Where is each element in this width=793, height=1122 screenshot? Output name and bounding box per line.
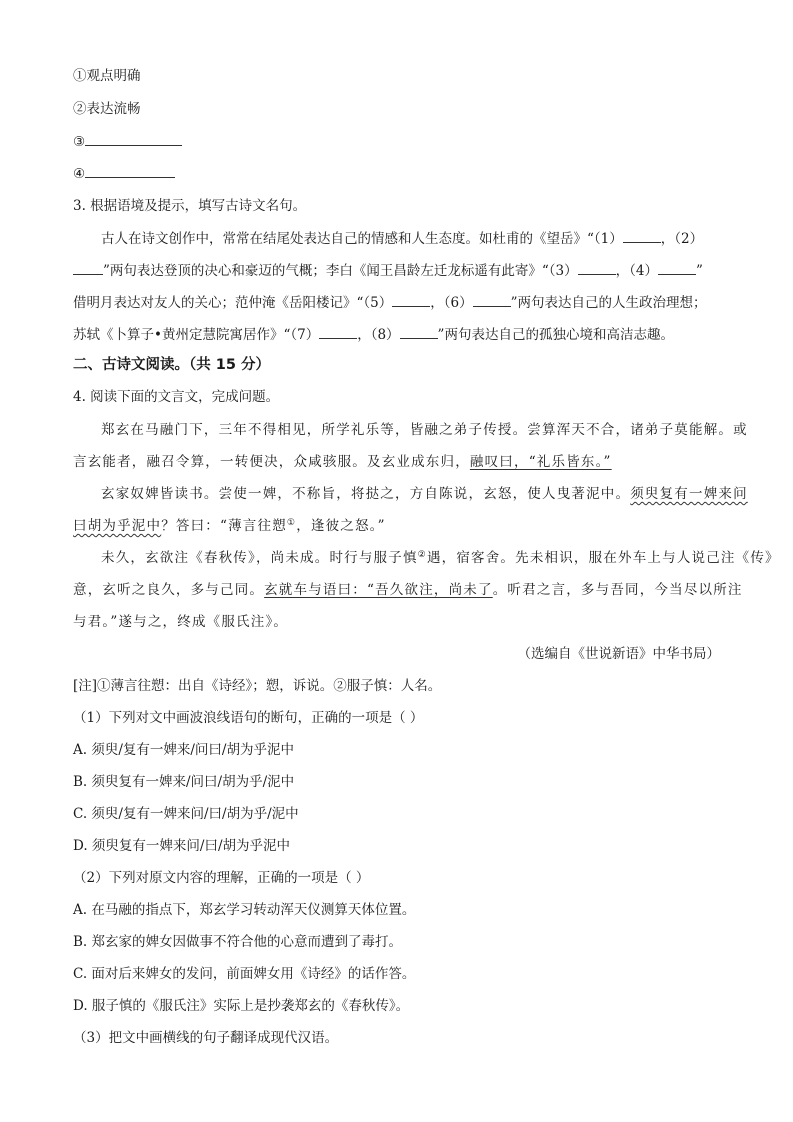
text-segment: ，（2）: [660, 231, 704, 247]
question-3-line-1: [101, 228, 703, 249]
criteria-item-4-label: ④: [73, 166, 86, 182]
passage-p2-line-1: [101, 484, 748, 504]
blank-6: [473, 292, 511, 307]
text-segment: ，（6）: [430, 295, 473, 311]
passage-p1-line-1: 郑玄在马融门下，三年不得相见，所学礼乐等，皆融之弟子传授。尝算浑天不合，诸弟子莫能解。或: [101, 422, 748, 438]
footnote-marker: ②: [417, 550, 427, 560]
text-segment: 苏轼《卜算子•黄州定慧院寓居作》“（7）: [73, 327, 320, 343]
text-segment: ，（8）: [357, 327, 400, 343]
passage-source: （选编自《世说新语》中华书局）: [517, 646, 720, 662]
text-segment: ”两句表达登顶的决心和豪迈的气概；李白《闻王昌龄左迁龙标遥有此寄》“（3）: [103, 263, 578, 279]
wavy-underlined-sentence: 须臾复有一婢来问: [630, 486, 748, 502]
text-segment: 遇，宿客舍。先未相识，服在外车上与人说己注《传》: [426, 550, 780, 566]
criteria-item-1: ①观点明确: [73, 68, 141, 84]
question-3-line-2: [73, 260, 703, 281]
text-segment: ？答曰：“薄言往愬: [161, 518, 287, 534]
option-2d: D. 服子慎的《服氏注》实际上是抄袭郑玄的《春秋传》。: [73, 998, 410, 1014]
option-2b: B. 郑玄家的婢女因做事不符合他的心意而遭到了毒打。: [73, 934, 403, 950]
text-segment: ”两句表达自己的人生政治理想；: [510, 295, 707, 311]
question-3-line-4: [73, 324, 674, 345]
blank-line: [85, 163, 175, 178]
blank-5: [392, 292, 430, 307]
sub-question-2: （2）下列对原文内容的理解，正确的一项是（ ）: [73, 870, 370, 886]
wavy-underlined-sentence: 曰胡为乎泥中: [73, 518, 162, 534]
text-segment: 玄家奴婢皆读书。尝使一婢，不称旨，将挞之，方自陈说，玄怒，使人曳著泥中。: [101, 486, 631, 502]
text-segment: 。听君之言，多与吾同，今当尽以所注: [492, 582, 743, 598]
passage-p1-line-2: [73, 452, 612, 472]
passage-p3-line-1: [101, 548, 780, 568]
section-heading: 二、古诗文阅读。（共 15 分）: [73, 357, 271, 373]
blank-1: [623, 228, 661, 243]
option-2c: C. 面对后来婢女的发问，前面婢女用《诗经》的话作答。: [73, 966, 416, 982]
passage-p3-line-3: 与君。”遂与之，终成《服氏注》。: [73, 614, 289, 630]
passage-p3-line-2: [73, 580, 743, 600]
blank-line: [85, 131, 182, 146]
sub-question-3: （3）把文中画横线的句子翻译成现代汉语。: [73, 1030, 339, 1046]
underlined-sentence: 玄就车与语曰：“吾久欲注，尚未了: [264, 582, 493, 598]
blank-3: [578, 260, 616, 275]
option-1c: C. 须臾/复有一婢来问/曰/胡为乎/泥中: [73, 806, 299, 822]
question-3-line-3: [73, 292, 707, 313]
text-segment: ”两句表达自己的孤独心境和高洁志趣。: [437, 327, 674, 343]
blank-7: [319, 324, 357, 339]
footnote-marker: ①: [286, 518, 297, 528]
criteria-item-2: ②表达流畅: [73, 101, 141, 117]
criteria-item-3-label: ③: [73, 134, 86, 150]
question-4-title: 4. 阅读下面的文言文，完成问题。: [73, 389, 280, 405]
question-3-title: 3. 根据语境及提示，填写古诗文名句。: [73, 198, 307, 214]
option-1b: B. 须臾复有一婢来/问曰/胡为乎/泥中: [73, 774, 295, 790]
underlined-sentence: 融叹曰，“礼乐皆东。”: [469, 454, 612, 470]
text-segment: 言玄能者，融召令算，一转便决，众咸骇服。及玄业成东归，: [73, 454, 470, 470]
option-1a: A. 须臾/复有一婢来/问曰/胡为乎泥中: [73, 742, 294, 758]
blank-4: [658, 260, 696, 275]
blank-8: [400, 324, 438, 339]
text-segment: ，（4）: [615, 263, 658, 279]
text-segment: 未久，玄欲注《春秋传》，尚未成。时行与服子慎: [101, 550, 418, 566]
criteria-item-3: [73, 131, 182, 152]
criteria-item-4: [73, 163, 175, 184]
text-segment: ”: [696, 263, 703, 279]
option-2a: A. 在马融的指点下，郑玄学习转动浑天仪测算天体位置。: [73, 902, 416, 918]
annotation-note: [注]①薄言往愬：出自《诗经》；愬，诉说。②服子慎：人名。: [73, 678, 442, 694]
blank-2: [73, 260, 103, 275]
text-segment: ，逢彼之怒。”: [296, 518, 386, 534]
option-1d: D. 须臾复有一婢来问/曰/胡为乎泥中: [73, 838, 291, 854]
passage-p2-line-2: [73, 516, 386, 536]
sub-question-1: （1）下列对文中画波浪线语句的断句，正确的一项是（ ）: [73, 710, 424, 726]
text-segment: 古人在诗文创作中，常常在结尾处表达自己的情感和人生态度。如杜甫的《望岳》“（1）: [101, 231, 623, 247]
text-segment: 意，玄听之良久，多与己同。: [73, 582, 265, 598]
text-segment: 借明月表达对友人的关心；范仲淹《岳阳楼记》“（5）: [73, 295, 393, 311]
